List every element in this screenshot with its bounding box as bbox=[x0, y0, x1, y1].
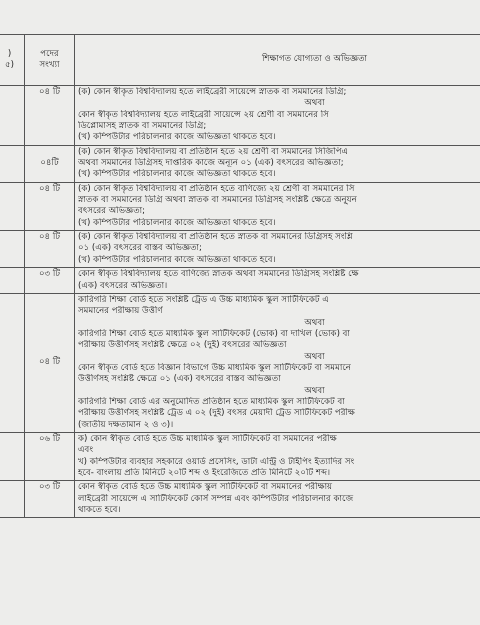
qualification-line: সমমানের পরীক্ষায় উত্তীর্ণ bbox=[78, 306, 163, 317]
qualification-line: কোন স্বীকৃত বোর্ড হতে উচ্চ মাধ্যমিক স্কুল সার্টিফিকেট বা সমমানের পরীক্ষায় bbox=[78, 482, 333, 493]
post-count-cell: ০৪ টি bbox=[25, 231, 75, 268]
qualification-line: (ক) কোন স্বীকৃত বিশ্ববিদ্যালয় বা প্রতিষ্ঠান হতে বাণিজ্যে ২য় শ্রেণী বা সমমানের সি bbox=[78, 183, 355, 194]
serial-cell bbox=[0, 231, 25, 268]
qualification-line: কারিগরি শিক্ষা বোর্ড এর অনুমোদিত প্রতিষ্ঠান হতে মাধ্যমিক স্কুল সার্টিফিকেট বা bbox=[78, 396, 345, 407]
header-serial: ) ৫) bbox=[0, 35, 25, 86]
table-header-row bbox=[0, 35, 480, 86]
or-separator: অথবা bbox=[304, 317, 325, 328]
qualification-line: ডিপ্লোমাসহ স্নাতক বা সমমানের ডিগ্রি; bbox=[78, 121, 207, 132]
post-count-cell: ০৬ টি bbox=[25, 432, 75, 480]
serial-cell bbox=[0, 432, 25, 480]
table-row bbox=[0, 268, 480, 294]
qualification-line: এবং bbox=[78, 445, 94, 456]
qualification-cell bbox=[75, 182, 480, 230]
qualification-line: (খ) কম্পিউটার পরিচালনার কাজে অভিজ্ঞতা থাকতে হবে। bbox=[78, 217, 276, 228]
or-separator: অথবা bbox=[304, 98, 325, 109]
qualification-line: (খ) কম্পিউটার পরিচালনার কাজে অভিজ্ঞতা থাকতে হবে। bbox=[78, 254, 276, 265]
serial-cell bbox=[0, 293, 25, 432]
qualification-line: কোন স্বীকৃত বোর্ড হতে বিজ্ঞান বিভাগে উচ্চ মাধ্যমিক স্কুল সার্টিফিকেট বা সমমানে bbox=[78, 362, 351, 373]
qualification-line: (খ) কম্পিউটার পরিচালনার কাজে অভিজ্ঞতা থাকতে হবে। bbox=[78, 169, 276, 180]
table-row bbox=[0, 86, 480, 146]
table-row bbox=[0, 145, 480, 182]
qualification-line: লাইব্রেরী সায়েন্সে এ সার্টিফিকেট কোর্স সম্পন্ন এবং কম্পিউটার পরিচালনার কাজে bbox=[78, 493, 354, 504]
serial-cell bbox=[0, 145, 25, 182]
table-row bbox=[0, 182, 480, 230]
qualification-line: থাকতে হবে। bbox=[78, 505, 121, 516]
post-count-cell: ০৩ টি bbox=[25, 268, 75, 294]
qualification-line: কোন স্বীকৃত বিশ্ববিদ্যালয় হতে লাইব্রেরী সায়েন্সে ২য় শ্রেণী বা সমমানের সি bbox=[78, 109, 329, 120]
qualification-line: হবে- বাংলায় প্রতি মিনিটে ২০টি শব্দ ও ইংরেজিতে প্রতি মিনিটে ২০টি শব্দ। bbox=[78, 468, 331, 478]
qualification-line: ০১ (এক) বৎসরের বাস্তব অভিজ্ঞতা; bbox=[78, 243, 202, 254]
qualification-line: (ক) কোন স্বীকৃত বিশ্ববিদ্যালয় হতে লাইব্রেরী সায়েন্সে স্নাতক বা সমমানের ডিগ্রি; bbox=[78, 87, 347, 97]
header-post-count: পদের সংখ্যা bbox=[25, 35, 75, 86]
qualification-line: অথবা সমমানের ডিগ্রিসহ দাপ্তরিক কাজে অন্যূন ০১ (এক) বৎসরের অভিজ্ঞতা; bbox=[78, 158, 344, 169]
serial-cell bbox=[0, 481, 25, 518]
serial-cell bbox=[0, 86, 25, 146]
qualification-line: পরীক্ষায় উত্তীর্ণসহ সংশ্লিষ্ট ট্রেড এ ০২ (দুই) বৎসর মেয়াদী ট্রেড সার্টিফিকেট পরীক্ষ bbox=[78, 408, 355, 419]
post-count-cell: ০৪ টি bbox=[25, 182, 75, 230]
qualification-line: (জাতীয় দক্ষতামান ২ ও ৩)। bbox=[78, 419, 174, 430]
qualification-line: কোন স্বীকৃত বিশ্ববিদ্যালয় হতে বাণিজ্যে স্নাতক অথবা সমমানের ডিগ্রিসহ সংশ্লিষ্ট ক্ষে bbox=[78, 269, 359, 280]
qualification-line: উত্তীর্ণসহ সংশ্লিষ্ট ক্ষেত্রে ০১ (এক) বৎসরের বাস্তব অভিজ্ঞতা bbox=[78, 374, 281, 385]
post-count-cell: ০৪ টি bbox=[25, 86, 75, 146]
or-separator: অথবা bbox=[304, 351, 325, 362]
qualification-line: কারিগরি শিক্ষা বোর্ড হতে মাধ্যমিক স্কুল সার্টিফিকেট (ভোক) বা দাখিল (ভোক) বা bbox=[78, 328, 350, 339]
qualification-line: বৎসরের অভিজ্ঞতা; bbox=[78, 206, 146, 217]
or-separator: অথবা bbox=[304, 385, 325, 396]
serial-cell bbox=[0, 182, 25, 230]
qualification-line: স্নাতক বা সমমানের ডিগ্রি অথবা স্নাতক বা সমমানের ডিগ্রিসহ সংশ্লিষ্ট ক্ষেত্রে অনূ্যন bbox=[78, 195, 357, 206]
qualification-cell bbox=[75, 481, 480, 518]
qualification-cell bbox=[75, 145, 480, 182]
qualification-line: (এক) বৎসরের অভিজ্ঞতা। bbox=[78, 280, 168, 291]
qualification-line: (ক) কোন স্বীকৃত বিশ্ববিদ্যালয় বা প্রতিষ্ঠান হতে ২য় শ্রেণী বা সমমানের সিজিপিএ bbox=[78, 146, 349, 157]
qualification-cell bbox=[75, 268, 480, 294]
qualification-line: ক) কোন স্বীকৃত বোর্ড হতে উচ্চ মাধ্যমিক স্কুল সার্টিফিকেট বা সমমানের পরীক্ষ bbox=[78, 433, 337, 444]
qualification-line: (খ) কম্পিউটার পরিচালনার কাজে অভিজ্ঞতা থাকতে হবে। bbox=[78, 132, 276, 143]
table-row bbox=[0, 293, 480, 432]
post-count-cell: ০৪ টি bbox=[25, 293, 75, 432]
qualification-line: কারিগরি শিক্ষা বোর্ড হতে সংশ্লিষ্ট ট্রেড এ উচ্চ মাধ্যমিক স্কুল সার্টিফিকেট এ bbox=[78, 294, 329, 305]
qualification-line: পরীক্ষায় উত্তীর্ণসহ সংশ্লিষ্ট ক্ষেত্রে ০২ (দুই) বৎসরের অভিজ্ঞতা bbox=[78, 340, 287, 351]
qualification-line: খ) কম্পিউটার ব্যবহার সহকারে ওয়ার্ড প্রসেসিং, ডাটা এন্ট্রি ও টাইপিং ইত্যাদির সং bbox=[78, 456, 355, 467]
table-row bbox=[0, 481, 480, 518]
qualification-cell bbox=[75, 231, 480, 268]
qualification-line: (ক) কোন স্বীকৃত বিশ্ববিদ্যালয় বা প্রতিষ্ঠান হতে স্নাতক বা সমমানের ডিগ্রিসহ সংশ্লি bbox=[78, 232, 353, 243]
table-row bbox=[0, 432, 480, 480]
qualification-cell bbox=[75, 293, 480, 432]
qualification-cell bbox=[75, 86, 480, 146]
header-qualification: শিক্ষাগত যোগ্যতা ও অভিজ্ঞতা bbox=[75, 35, 480, 86]
qualification-cell bbox=[75, 432, 480, 480]
serial-cell bbox=[0, 268, 25, 294]
qualification-table bbox=[0, 34, 480, 518]
post-count-cell: ০৩ টি bbox=[25, 481, 75, 518]
post-count-cell: ০৪টি bbox=[25, 145, 75, 182]
table-row bbox=[0, 231, 480, 268]
